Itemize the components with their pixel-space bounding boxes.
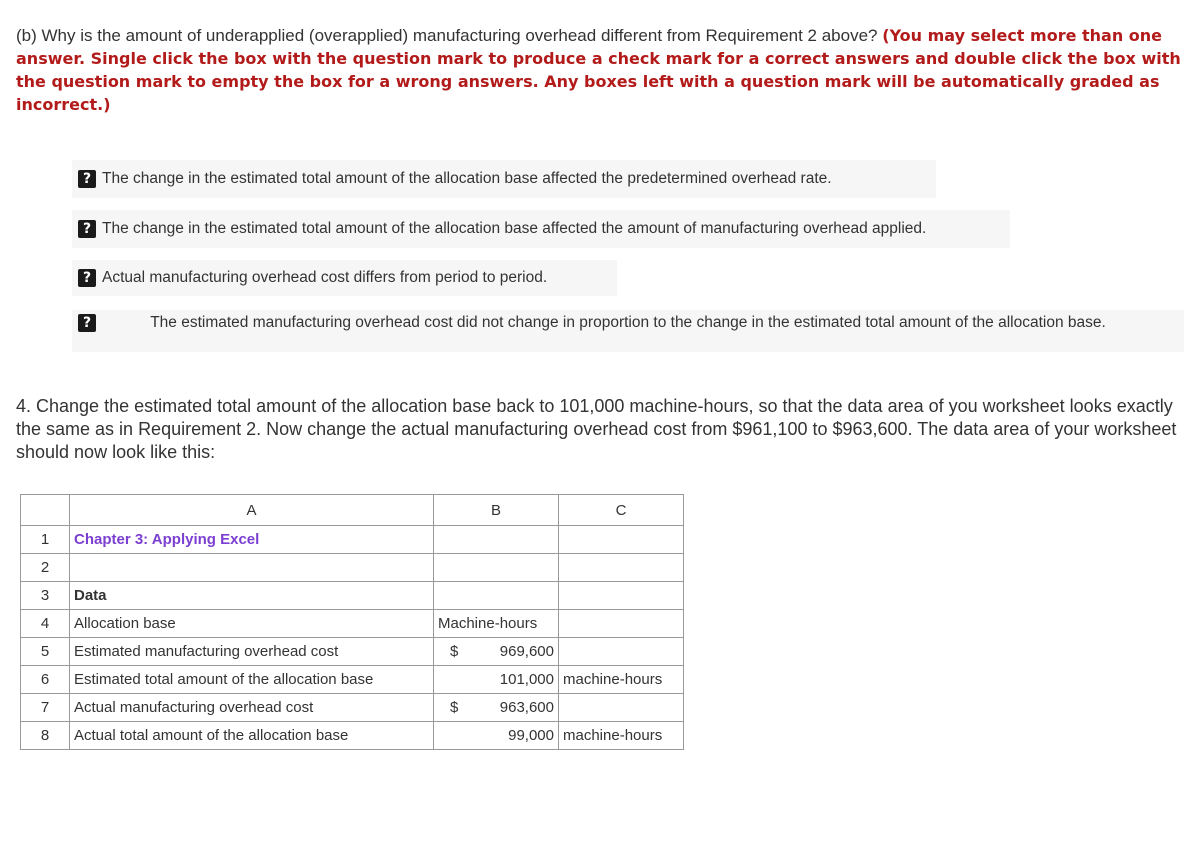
question-mark-checkbox-1[interactable]: ? [78, 170, 96, 188]
column-header-row [21, 495, 684, 526]
row-number: 2 [21, 554, 70, 582]
row-number: 1 [21, 526, 70, 554]
answer-option-4 [72, 310, 1184, 352]
table-row [21, 694, 684, 722]
cell-c1 [559, 526, 684, 554]
table-row [21, 722, 684, 750]
worksheet-table [20, 494, 684, 750]
table-row [21, 610, 684, 638]
actual-overhead-value [434, 694, 559, 722]
answer-option-1 [72, 160, 936, 198]
unit-label: machine-hours [559, 722, 684, 750]
cell-c4 [559, 610, 684, 638]
answer-option-label: The change in the estimated total amount of the allocation base affected the predetermined overhead rate. [102, 170, 832, 187]
table-row [21, 638, 684, 666]
table-row [21, 526, 684, 554]
sheet-title-cell: Chapter 3: Applying Excel [70, 526, 434, 554]
cell-c2 [559, 554, 684, 582]
answer-option-label: The estimated manufacturing overhead cost did not change in proportion to the change in the estimated total amount of the allocation base. [150, 314, 1106, 331]
question-text: (b) Why is the amount of underapplied (overapplied) manufacturing overhead different from Requirement 2 above? [16, 26, 878, 45]
estimated-overhead-value [434, 638, 559, 666]
cell-c7 [559, 694, 684, 722]
estimated-base-value: 101,000 [434, 666, 559, 694]
table-row [21, 666, 684, 694]
row-label: Actual manufacturing overhead cost [70, 694, 434, 722]
row-number: 6 [21, 666, 70, 694]
question-prompt [16, 24, 1181, 116]
unit-label: machine-hours [559, 666, 684, 694]
cell-b3 [434, 582, 559, 610]
question-mark-checkbox-3[interactable]: ? [78, 269, 96, 287]
row-number: 3 [21, 582, 70, 610]
amount: 963,600 [499, 699, 554, 716]
question-mark-checkbox-2[interactable]: ? [78, 220, 96, 238]
cell-c5 [559, 638, 684, 666]
answer-option-label: Actual manufacturing overhead cost differs from period to period. [102, 269, 548, 286]
column-header-c: C [559, 495, 684, 526]
cell-a2 [70, 554, 434, 582]
question-instructions: (You may select more than one answer. Single click the box with the question mark to produce a check mark for a correct answers and double click the box with the question mark to empty the box for a wrong answers. Any boxes left with a question mark will be automatically graded as incorrect.) [16, 26, 1181, 114]
row-label: Allocation base [70, 610, 434, 638]
answer-option-2 [72, 210, 1010, 248]
answer-option-label: The change in the estimated total amount of the allocation base affected the amount of manufacturing overhead applied. [102, 220, 927, 237]
row-label: Actual total amount of the allocation base [70, 722, 434, 750]
corner-cell [21, 495, 70, 526]
question-mark-checkbox-4[interactable]: ? [78, 314, 96, 332]
column-header-b: B [434, 495, 559, 526]
row-number: 8 [21, 722, 70, 750]
column-header-a: A [70, 495, 434, 526]
step-4-instructions: 4. Change the estimated total amount of the allocation base back to 101,000 machine-hours, so that the data area of you worksheet looks exactly the same as in Requirement 2. Now change the actual manufacturing overhead cost from $961,100 to $963,600. The data area of your worksheet should now look like this: [16, 396, 1177, 462]
data-section-heading: Data [70, 582, 434, 610]
cell-c3 [559, 582, 684, 610]
cell-b1 [434, 526, 559, 554]
dollar-sign: $ [450, 643, 459, 660]
row-number: 7 [21, 694, 70, 722]
row-number: 4 [21, 610, 70, 638]
row-number: 5 [21, 638, 70, 666]
allocation-base-value: Machine-hours [434, 610, 559, 638]
table-row [21, 554, 684, 582]
table-row [21, 582, 684, 610]
row-label: Estimated manufacturing overhead cost [70, 638, 434, 666]
dollar-sign: $ [450, 699, 459, 716]
row-label: Estimated total amount of the allocation base [70, 666, 434, 694]
amount: 969,600 [499, 643, 554, 660]
cell-b2 [434, 554, 559, 582]
answer-option-3 [72, 260, 617, 296]
actual-base-value: 99,000 [434, 722, 559, 750]
